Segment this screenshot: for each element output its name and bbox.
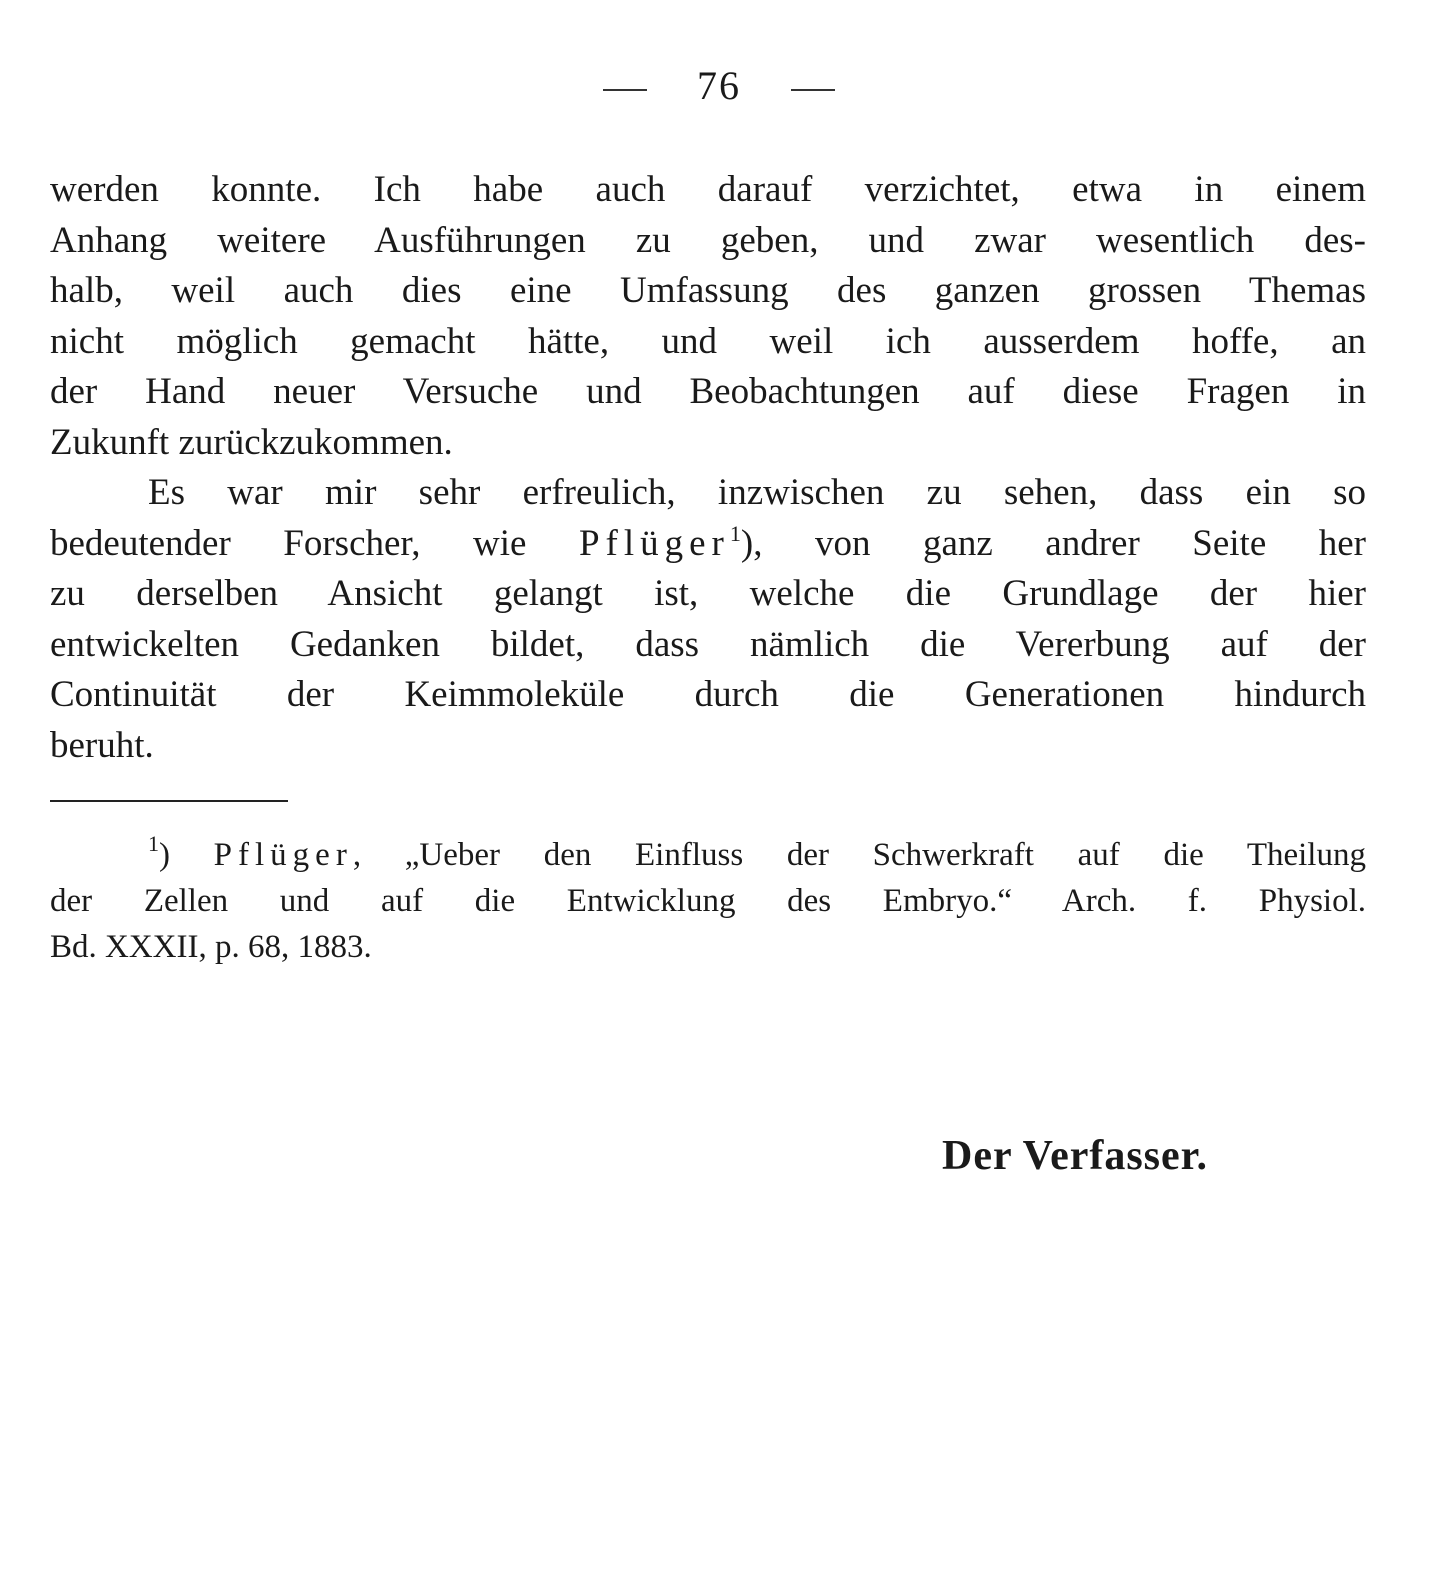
text-line	[50, 519, 1366, 570]
page-number: 76	[697, 63, 741, 108]
main-text	[50, 165, 1366, 771]
author-name-pflueger: Pflüger	[213, 837, 353, 873]
footnote-line: der Zellen und auf die Entwicklung des Embryo.“ Arch. f. Physiol.	[50, 883, 1366, 919]
text-line: Zukunft zurückzukommen.	[50, 421, 453, 463]
footnote-marker: 1	[148, 831, 159, 856]
text-line: der Hand neuer Versuche und Beobachtungen auf diese Fragen in	[50, 371, 1366, 412]
right-dash	[791, 89, 835, 91]
footnote-line: Bd. XXXII, p. 68, 1883.	[50, 929, 372, 965]
text-line: entwickelten Gedanken bildet, dass nämlich die Vererbung auf der	[50, 623, 1366, 665]
text-segment: )	[159, 837, 214, 873]
footnote	[50, 832, 1366, 970]
text-line: nicht möglich gemacht hätte, und weil ich ausserdem hoffe, an	[50, 320, 1366, 362]
text-line: zu derselben Ansicht gelangt ist, welche die Grundlage der hier	[50, 573, 1366, 614]
text-line: Es war mir sehr erfreulich, inzwischen zu sehen, dass ein so	[148, 472, 1366, 513]
text-line: beruht.	[50, 724, 154, 766]
text-segment: ), von ganz andrer Seite her	[740, 522, 1366, 564]
text-segment: bedeutender Forscher, wie	[50, 522, 579, 564]
footnote-reference: 1	[729, 520, 741, 546]
signature: Der Verfasser.	[942, 1133, 1208, 1179]
text-line: Anhang weitere Ausführungen zu geben, und zwar wesentlich des-	[50, 219, 1366, 261]
text-line: werden konnte. Ich habe auch darauf verzichtet, etwa in einem	[50, 169, 1366, 210]
footnote-divider	[50, 800, 288, 802]
text-segment: , „Ueber den Einfluss der Schwerkraft auf die Theilung	[352, 837, 1366, 873]
page-number-header	[0, 62, 1438, 109]
text-line: Continuität der Keimmoleküle durch die Generationen hindurch	[50, 674, 1366, 715]
author-name-pflueger: Pflüger	[578, 522, 730, 564]
footnote-line	[50, 832, 1366, 878]
text-line: halb, weil auch dies eine Umfassung des ganzen grossen Themas	[50, 270, 1366, 311]
left-dash	[603, 89, 647, 91]
